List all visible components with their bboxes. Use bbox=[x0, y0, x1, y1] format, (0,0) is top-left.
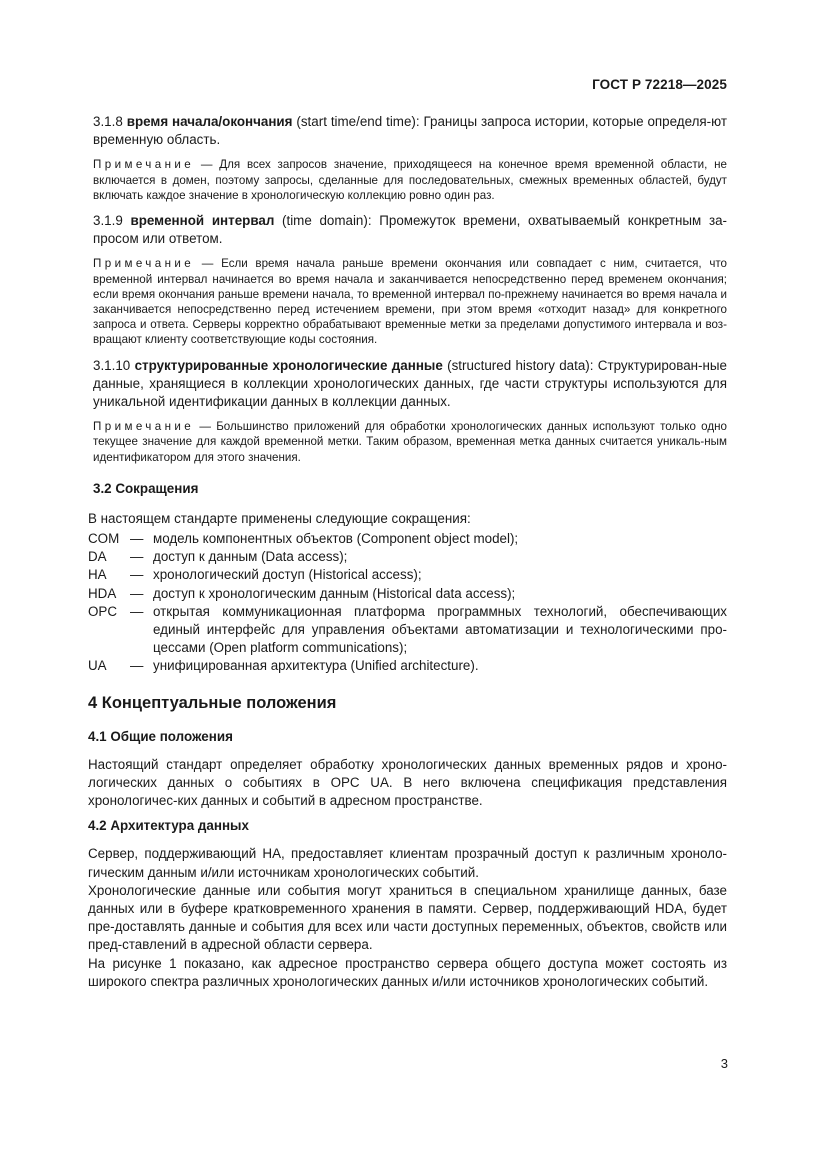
abbr-desc: доступ к данным (Data access); bbox=[153, 549, 348, 565]
term-3-1-8 bbox=[93, 113, 727, 149]
note-text: — Для всех запросов значение, приходящееся на конечное время временной области, не включается в домен, поэтому запросы, сделанные для последовательных, смежных временных областей, будут включать каждое значение в хронологическую коллекцию ровно один раз. bbox=[93, 158, 727, 202]
section-4-title: 4 Концептуальные положения bbox=[88, 693, 337, 712]
abbr-dash: — bbox=[130, 531, 144, 547]
note-text: — Большинство приложений для обработки хронологических данных используют только одно текущее значение для каждой временной метки. Таким образом, временная метка данных считается уникаль-ным идентификатором для этого значения. bbox=[93, 420, 727, 464]
abbr-code: COM bbox=[88, 531, 120, 547]
abbr-code: DA bbox=[88, 549, 107, 565]
note-label: Примечание bbox=[93, 158, 195, 172]
abbr-dash: — bbox=[130, 549, 144, 565]
abbr-dash: — bbox=[130, 585, 144, 601]
abbreviations-list bbox=[88, 530, 727, 676]
term-name: временной интервал bbox=[130, 213, 275, 229]
page-content bbox=[88, 113, 727, 999]
note-3-1-10 bbox=[93, 419, 727, 465]
term-number: 3.1.10 bbox=[93, 357, 131, 373]
term-3-1-9 bbox=[93, 212, 727, 248]
note-label: Примечание bbox=[93, 420, 195, 434]
term-name: время начала/окончания bbox=[126, 114, 293, 129]
paragraph-text: Настоящий стандарт определяет обработку хронологических данных временных рядов и хроно-логических данных о событиях в OPC UA. В него включена спецификация представления хронологичес-ких данных и событий в адресном пространстве. bbox=[88, 756, 727, 809]
abbr-dash: — bbox=[130, 603, 144, 619]
term-definition: (structured history data): Структурирован-ные данные, хранящиеся в коллекции хронологических данных, где части структуры используются для уникальной идентификации данных в коллекции данных. bbox=[93, 357, 727, 410]
abbr-desc: доступ к хронологическим данным (Historical data access); bbox=[153, 585, 516, 601]
list-item bbox=[88, 657, 727, 675]
section-4-2-paragraph-3: На рисунке 1 показано, как адресное пространство сервера общего доступа может состоять из широкого спектра различных хронологических данных и/или источников хронологических событий. bbox=[88, 955, 727, 989]
list-item bbox=[88, 585, 727, 603]
abbr-desc: хронологический доступ (Historical access); bbox=[153, 567, 422, 583]
list-item bbox=[88, 530, 727, 548]
note-label: Примечание bbox=[93, 257, 195, 271]
abbr-desc: унифицированная архитектура (Unified architecture). bbox=[153, 658, 479, 674]
abbr-dash: — bbox=[130, 658, 144, 674]
term-3-1-10 bbox=[93, 357, 727, 412]
abbr-desc: открытая коммуникационная платформа программных технологий, обеспечивающих единый интерфейс для управления объектами автоматизации и технологическими про-цессами (Open platform communications); bbox=[153, 603, 727, 656]
note-3-1-9 bbox=[93, 256, 727, 347]
abbr-desc: модель компонентных объектов (Component object model); bbox=[153, 531, 519, 547]
standard-code-header: ГОСТ Р 72218—2025 bbox=[592, 77, 727, 92]
section-4-2-paragraph-2: Хронологические данные или события могут храниться в специальном хранилище данных, базе данных или в буфере кратковременного хранения в памяти. Сервер, поддерживающий HDA, будет пре-доставлять данные и события для всех или части доступных переменных, объектов, свойств или пред-ставлений в адресной области сервера. bbox=[88, 882, 727, 953]
list-item bbox=[88, 603, 727, 658]
list-item bbox=[88, 566, 727, 584]
term-number: 3.1.8 bbox=[93, 114, 123, 129]
abbreviations-intro: В настоящем стандарте применены следующие сокращения: bbox=[88, 510, 471, 526]
page-number: 3 bbox=[720, 1056, 728, 1071]
abbreviations-heading: 3.2 Сокращения bbox=[93, 480, 199, 496]
note-3-1-8 bbox=[93, 157, 727, 203]
abbr-dash: — bbox=[130, 567, 144, 583]
section-4-1-paragraph bbox=[88, 756, 727, 811]
section-4-2-paragraph-1: Сервер, поддерживающий HA, предоставляет клиентам прозрачный доступ к различным хроноло-гическим данным и/или источникам хронологических событий. bbox=[88, 846, 727, 880]
section-4-2-title: 4.2 Архитектура данных bbox=[88, 818, 249, 834]
list-item bbox=[88, 548, 727, 566]
term-number: 3.1.9 bbox=[93, 213, 123, 229]
note-text: — Если время начала раньше времени окончания или совпадает с ним, считается, что временной интервал начинается во время начала и заканчивается непосредственно перед временем окончания; если время окончания раньше времени начала, то временной интервал по-прежнему начинается во время начала и заканчивается непосредственно перед истечением времени, при этом время «отходит назад» для конкретного запроса и ответа. Серверы корректно обрабатывают временные метки за пределами допустимого интервала и воз-вращают клиенту соответствующие коды состояния. bbox=[93, 257, 727, 347]
term-name: структурированные хронологические данные bbox=[134, 357, 443, 373]
term-definition: (time domain): Промежуток времени, охватываемый конкретным за-просом или ответом. bbox=[93, 213, 727, 247]
abbr-code: OPC bbox=[88, 603, 118, 619]
abbr-code: UA bbox=[88, 658, 107, 674]
abbr-code: HA bbox=[88, 567, 107, 583]
abbr-code: HDA bbox=[88, 585, 117, 601]
term-definition: (start time/end time): Границы запроса истории, которые определя-ют временную область. bbox=[93, 114, 727, 148]
section-4-1-title: 4.1 Общие положения bbox=[88, 728, 233, 744]
